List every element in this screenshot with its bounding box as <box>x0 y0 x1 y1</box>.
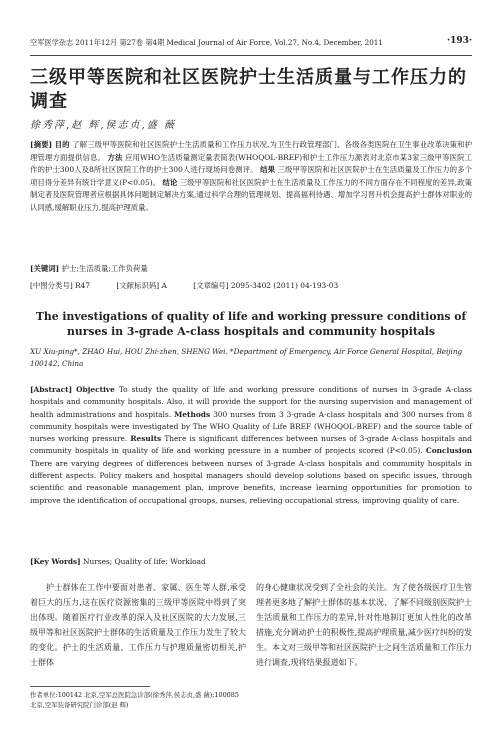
results-text: There is significant differences between nurses of 3-grade A-class hospitals and community hospitals in quality of life and working pressure in a number of projects scored (P<0.05). <box>30 434 472 456</box>
classification-line <box>30 280 472 291</box>
abstract-chinese <box>30 139 472 215</box>
aim-label: 目的 <box>54 140 70 149</box>
aim-text: 了解三级甲等医院和社区医院护士生活质量和工作压力状况,为卫生行政管理部门、各级各类医院在卫生事业改革决策和护理管理方面提供信息。 <box>30 140 472 162</box>
result-label: 结果 <box>260 165 276 175</box>
methods-label: Methods <box>174 409 211 419</box>
title-chinese: 三级甲等医院和社区医院护士生活质量与工作压力的调查 <box>30 67 467 112</box>
abstract-english <box>30 384 472 507</box>
journal-info: 空军医学杂志 2011年12月 第27卷 第4期 Medical Journal of Air Force, Vol.27, No.4, December, 2011 <box>30 38 383 47</box>
header-rule <box>30 55 472 56</box>
body-column-right <box>256 580 472 670</box>
footnote: 作者单位:100142 北京,空军总医院急诊部(徐秀萍,侯志贞,盛 薇);100085 北京,空军装备研究院门诊部(赵 辉) <box>30 691 239 709</box>
keywords-en-text: Nurses; Quality of life; Workload <box>83 557 206 566</box>
title-english: The investigations of quality of life and working pressure conditions of nurses in 3-grade A-class hospitals and community hospitals <box>35 310 467 338</box>
objective-label: Objective <box>76 385 115 394</box>
objective-text: To study the quality of life and working pressure conditions of nurses in 3-grade A-class hospitals and community hospitals. Also, it will provide the support for the nursing supervision and management of health administrations and hospitals. <box>30 385 472 419</box>
abstract-label: [摘要] <box>30 140 53 149</box>
methods-text: 300 nurses from 3 3-grade A-class hospitals and 300 nurses from 8 community hospitals were investigated by The WHO Quality of Life BREF (WHOQOL-BREF) and the source table of nurses working pressure. <box>30 409 472 444</box>
body-column-left <box>30 580 246 670</box>
clc-number: [中图分类号] R47 <box>30 281 91 290</box>
running-header <box>30 38 472 52</box>
method-text: 应用WHO生活质量测定量表简表(WHOQOL-BREF)和护士工作压力源表对北京市某3家三级甲等医院工作的护士300人及8所社区医院工作的护士300人进行现场问卷测评。 <box>30 152 472 175</box>
abstract-en-label: [Abstract] <box>30 385 73 394</box>
keywords-en-label: [Key Words] <box>30 557 81 566</box>
keywords-label: [关键词] <box>30 264 60 273</box>
article-number: [文章编号] 2095-3402 (2011) 04-193-03 <box>193 281 339 290</box>
authors-chinese: 徐秀萍,赵 辉,侯志贞,盛 薇 <box>30 120 176 131</box>
results-label: Results <box>130 434 162 444</box>
keywords-text: 护士;生活质量;工作负荷量 <box>61 264 148 273</box>
keywords-english <box>30 557 206 566</box>
method-label: 方法 <box>107 152 123 162</box>
conclusion-text: 三级甲等医院和社区医院护士在生活质量及工作压力的不同方面存在不同程度的差异,政策制定者及医院管理者应根据具体问题制定解决方案,通过科学合理的管理规划、提高福利待遇、增加学习晋升机会提高护士群体对职业的认同感,缓解职业压力,提高护理质量。 <box>30 177 472 212</box>
body-paragraph: 护士群体在工作中要面对患者、家属、医生等人群,承受着巨大的压力,这在医疗资源密集的三级甲等医院中得到了突出体现。随着医疗行业改革的深入及社区医院的大力发展,三级甲等和社区医院护士群体的生活质量及工作压力发生了较大的变化。护士的生活质量、工作压力与护理质量密切相关,护士群体 <box>30 583 246 667</box>
conclusion-en-text: There are varying degrees of differences between nurses of 3-grade A-class hospitals and community hospitals in different aspects. Policy makers and hospital managers should develop solutions based on specific issues, through scientific and reasonable management plan, improve benefits, increase learning opportunities for promotion to improve the identification of occupational groups, nurses, relieving occupational stress, improving quality of care. <box>30 458 472 505</box>
page-number: ·193· <box>446 36 472 46</box>
authors-english: XU Xiu-ping*, ZHAO Hui, HOU Zhi-zhen, SHENG Wei. *Department of Emergency, Air Force General Hospital, Beijing 100142, China <box>30 347 463 368</box>
conclusion-en-label: Conclusion <box>425 446 472 456</box>
document-code: [文献标识码] A <box>116 281 167 290</box>
conclusion-label: 结论 <box>162 177 178 187</box>
body-paragraph: 的身心健康状况受到了全社会的关注。为了使各级医疗卫生管理者更多地了解护士群体的基本状况、了解不同级别医院护士生活质量和工作压力的差异,针对性地制订更加人性化的改革措施,充分调动护士的积极性,提高护理质量,减少医疗纠纷的发生。本文对三级甲等和社区医院护士之间生活质量和工作压力进行调查,现将结果报道如下。 <box>256 583 472 667</box>
footnote-rule <box>30 686 150 687</box>
keywords-chinese <box>30 263 148 274</box>
result-text: 三级甲等医院和社区医院护士在生活质量及工作压力的多个项目得分差异有统计学意义(P<0.05)。 <box>30 165 472 187</box>
